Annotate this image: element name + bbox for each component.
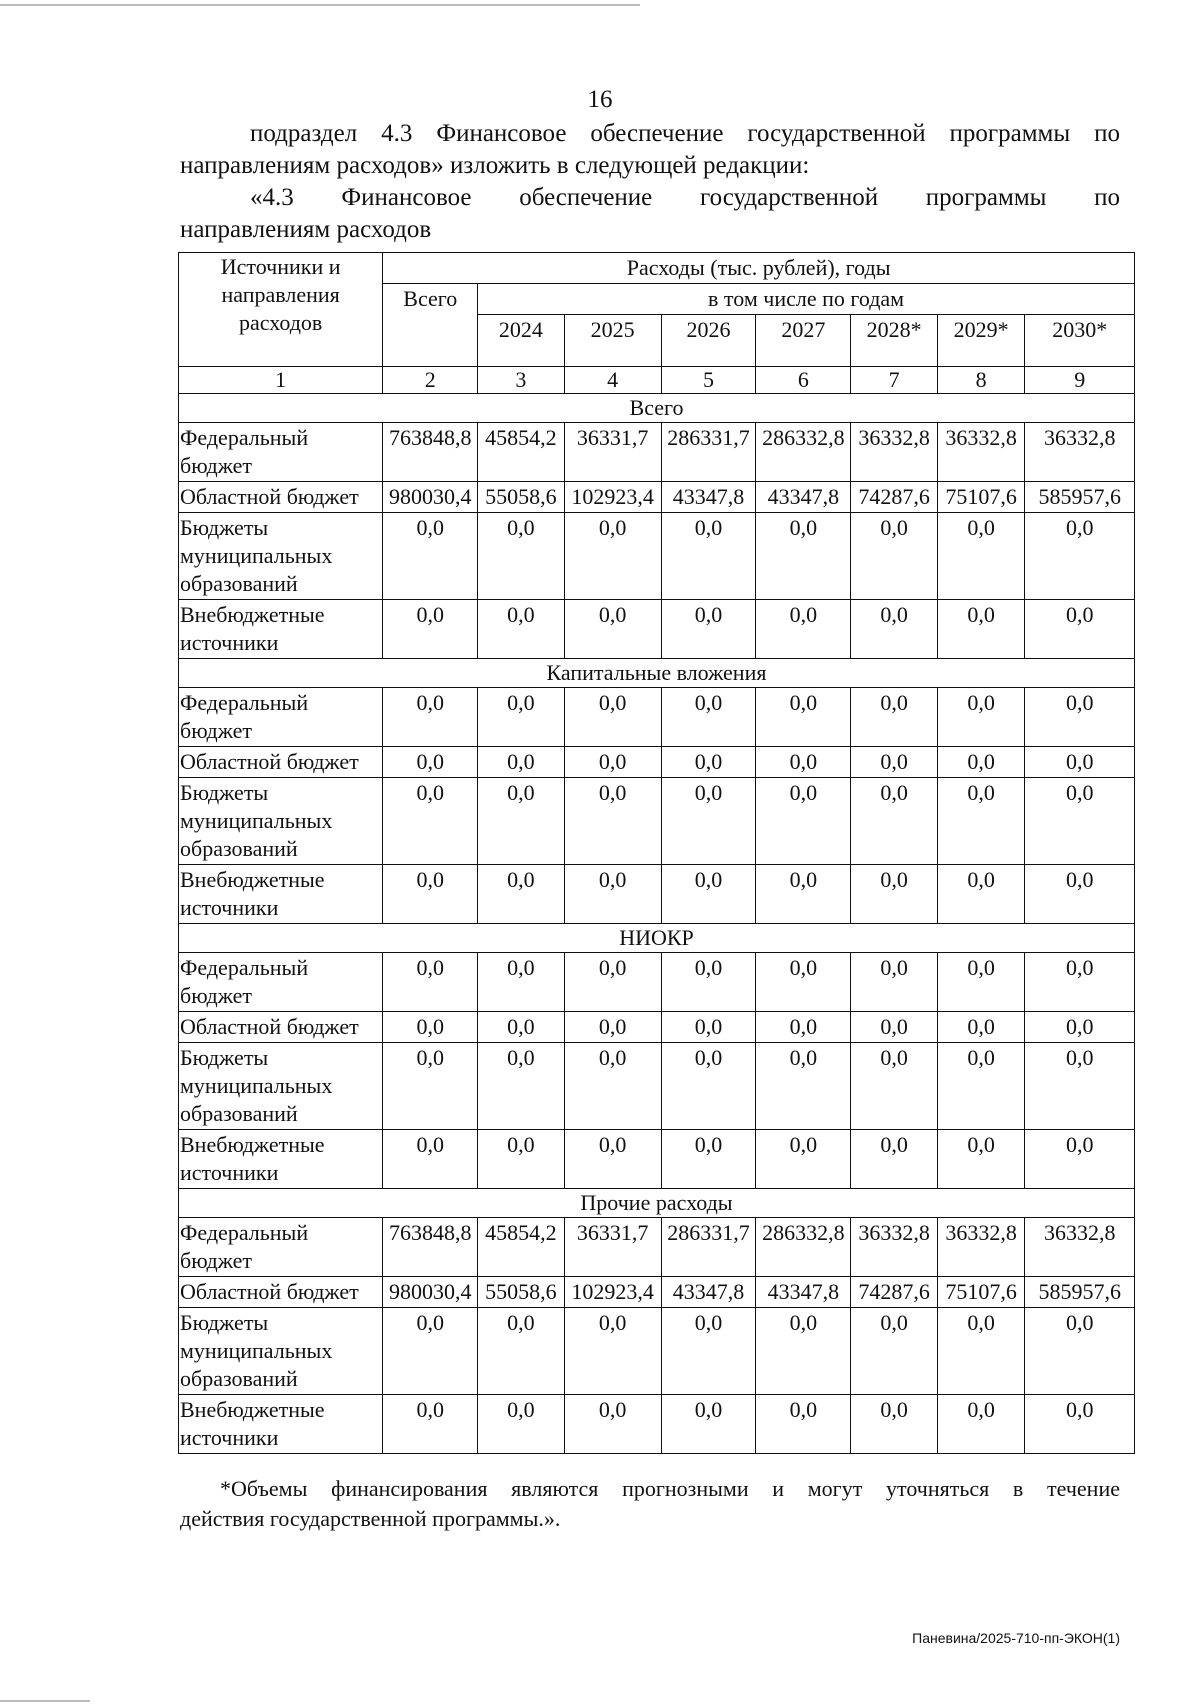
table-cell: 0,0 [564, 778, 661, 865]
scan-edge-line-top [0, 4, 640, 6]
table-cell: 0,0 [383, 513, 478, 600]
table-cell: 0,0 [383, 865, 478, 924]
table-row [179, 1395, 1135, 1454]
row-label: Областной бюджет [179, 1277, 383, 1308]
table-cell: 0,0 [661, 1043, 756, 1130]
table-cell: 0,0 [383, 953, 478, 1012]
table-cell: 0,0 [851, 1012, 938, 1043]
row-label: Внебюджетные источники [179, 1130, 383, 1189]
row-label: Бюджеты муниципальных образований [179, 1043, 383, 1130]
table-cell: 0,0 [564, 747, 661, 778]
footnote-line-2: действия государственной программы.». [180, 1506, 561, 1531]
table-cell: 0,0 [851, 778, 938, 865]
header-year: 2030* [1025, 315, 1135, 367]
table-cell: 43347,8 [756, 482, 851, 513]
table-row [179, 600, 1135, 659]
page-number: 16 [587, 86, 613, 113]
table-cell: 585957,6 [1025, 482, 1135, 513]
table-cell: 0,0 [661, 1308, 756, 1395]
section-heading-line-1: «4.3 Финансовое обеспечение государственной программы по [250, 184, 1120, 211]
header-expenses: Расходы (тыс. рублей), годы [383, 253, 1135, 284]
table-cell: 0,0 [564, 865, 661, 924]
table-cell: 0,0 [564, 688, 661, 747]
header-sources: Источники и направления расходов [179, 253, 383, 367]
table-cell: 0,0 [661, 1130, 756, 1189]
table-cell: 0,0 [661, 778, 756, 865]
table-cell: 0,0 [937, 600, 1025, 659]
table-cell: 0,0 [1025, 778, 1135, 865]
table-cell: 0,0 [564, 953, 661, 1012]
row-label: Областной бюджет [179, 1012, 383, 1043]
table-cell: 0,0 [756, 1043, 851, 1130]
row-label: Внебюджетные источники [179, 1395, 383, 1454]
table-header [179, 253, 1135, 394]
table-cell: 0,0 [851, 1395, 938, 1454]
table-cell: 0,0 [937, 953, 1025, 1012]
table-cell: 74287,6 [851, 1277, 938, 1308]
table-cell: 0,0 [564, 1130, 661, 1189]
table-cell: 0,0 [756, 688, 851, 747]
scan-edge-line-bottom [0, 1700, 90, 1702]
table-cell: 0,0 [756, 865, 851, 924]
table-cell: 0,0 [383, 1012, 478, 1043]
section-title: Всего [179, 394, 1135, 423]
table-cell: 286331,7 [661, 1218, 756, 1277]
table-cell: 0,0 [851, 865, 938, 924]
table-cell: 43347,8 [661, 1277, 756, 1308]
table-row [179, 778, 1135, 865]
table-cell: 0,0 [1025, 513, 1135, 600]
section-title: НИОКР [179, 924, 1135, 953]
table-cell: 286332,8 [756, 423, 851, 482]
table-cell: 102923,4 [564, 482, 661, 513]
table-cell: 0,0 [851, 688, 938, 747]
table-cell: 36332,8 [1025, 1218, 1135, 1277]
header-year: 2029* [937, 315, 1025, 367]
table-cell: 0,0 [661, 1395, 756, 1454]
footnote [180, 1474, 1120, 1534]
financing-table [178, 252, 1135, 1454]
table-cell: 0,0 [383, 1043, 478, 1130]
row-label: Федеральный бюджет [179, 1218, 383, 1277]
table-cell: 0,0 [756, 1308, 851, 1395]
table-cell: 585957,6 [1025, 1277, 1135, 1308]
section-row [179, 394, 1135, 423]
table-cell: 0,0 [383, 1308, 478, 1395]
section-row [179, 659, 1135, 688]
row-label: Бюджеты муниципальных образований [179, 778, 383, 865]
header-year: 2026 [661, 315, 756, 367]
column-number: 4 [564, 367, 661, 394]
table-cell: 0,0 [478, 1043, 565, 1130]
table-cell: 0,0 [1025, 688, 1135, 747]
section-heading-line-2: направлениям расходов [180, 216, 432, 243]
table-cell: 763848,8 [383, 1218, 478, 1277]
table-cell: 0,0 [383, 1130, 478, 1189]
table-cell: 0,0 [756, 1012, 851, 1043]
table-cell: 0,0 [937, 688, 1025, 747]
table-cell: 0,0 [478, 953, 565, 1012]
header-year: 2025 [564, 315, 661, 367]
table-cell: 36332,8 [851, 1218, 938, 1277]
table-row [179, 423, 1135, 482]
column-number: 7 [851, 367, 938, 394]
table-cell: 0,0 [1025, 865, 1135, 924]
table-cell: 0,0 [661, 747, 756, 778]
table-cell: 0,0 [661, 1012, 756, 1043]
header-year: 2028* [851, 315, 938, 367]
table-row [179, 953, 1135, 1012]
table-cell: 0,0 [564, 600, 661, 659]
table-cell: 0,0 [1025, 747, 1135, 778]
column-number: 9 [1025, 367, 1135, 394]
table-cell: 0,0 [564, 1043, 661, 1130]
table-cell: 0,0 [937, 1043, 1025, 1130]
table-cell: 102923,4 [564, 1277, 661, 1308]
table-row [179, 1218, 1135, 1277]
table-cell: 0,0 [478, 688, 565, 747]
table-cell: 0,0 [478, 1130, 565, 1189]
table-cell: 0,0 [937, 865, 1025, 924]
table-cell: 75107,6 [937, 482, 1025, 513]
table-cell: 0,0 [756, 747, 851, 778]
table-row [179, 482, 1135, 513]
table-cell: 0,0 [478, 865, 565, 924]
document-stamp: Паневина/2025-710-пп-ЭКОН(1) [912, 1630, 1120, 1646]
table-cell: 0,0 [1025, 1308, 1135, 1395]
column-number: 3 [478, 367, 565, 394]
table-cell: 0,0 [937, 1395, 1025, 1454]
table-cell: 0,0 [564, 513, 661, 600]
table-cell: 36331,7 [564, 423, 661, 482]
table-cell: 43347,8 [661, 482, 756, 513]
table-cell: 0,0 [851, 953, 938, 1012]
table-cell: 0,0 [1025, 1043, 1135, 1130]
table-body [179, 394, 1135, 1454]
table-cell: 74287,6 [851, 482, 938, 513]
section-row [179, 1189, 1135, 1218]
table-cell: 0,0 [937, 747, 1025, 778]
header-by-years: в том числе по годам [478, 284, 1135, 315]
row-label: Бюджеты муниципальных образований [179, 1308, 383, 1395]
intro-text [180, 118, 1120, 246]
table-cell: 0,0 [1025, 1395, 1135, 1454]
table-cell: 0,0 [478, 1308, 565, 1395]
table-row [179, 1277, 1135, 1308]
row-label: Федеральный бюджет [179, 688, 383, 747]
table-cell: 0,0 [661, 953, 756, 1012]
table-cell: 0,0 [851, 600, 938, 659]
table-cell: 0,0 [756, 1395, 851, 1454]
table-cell: 0,0 [756, 778, 851, 865]
table-cell: 286332,8 [756, 1218, 851, 1277]
table-cell: 0,0 [937, 1130, 1025, 1189]
table-cell: 0,0 [1025, 600, 1135, 659]
table-row [179, 1012, 1135, 1043]
row-label: Областной бюджет [179, 747, 383, 778]
table-row [179, 688, 1135, 747]
row-label: Федеральный бюджет [179, 953, 383, 1012]
table-cell: 36331,7 [564, 1218, 661, 1277]
column-number: 1 [179, 367, 383, 394]
table-cell: 0,0 [851, 1043, 938, 1130]
table-cell: 0,0 [564, 1308, 661, 1395]
column-number: 6 [756, 367, 851, 394]
footnote-line-1: *Объемы финансирования являются прогнозными и могут уточняться в течение [220, 1476, 1120, 1501]
table-cell: 0,0 [661, 600, 756, 659]
table-cell: 0,0 [756, 1130, 851, 1189]
table-cell: 36332,8 [937, 423, 1025, 482]
table-cell: 286331,7 [661, 423, 756, 482]
table-cell: 0,0 [383, 778, 478, 865]
table-cell: 0,0 [478, 778, 565, 865]
row-label: Внебюджетные источники [179, 600, 383, 659]
table-cell: 0,0 [478, 1395, 565, 1454]
row-label: Федеральный бюджет [179, 423, 383, 482]
table-cell: 45854,2 [478, 1218, 565, 1277]
table-cell: 0,0 [383, 688, 478, 747]
table-row [179, 865, 1135, 924]
table-cell: 0,0 [756, 953, 851, 1012]
table-cell: 0,0 [937, 513, 1025, 600]
table-cell: 0,0 [661, 865, 756, 924]
table-cell: 0,0 [1025, 953, 1135, 1012]
table-cell: 0,0 [851, 513, 938, 600]
table-cell: 0,0 [661, 513, 756, 600]
table-cell: 36332,8 [937, 1218, 1025, 1277]
table-cell: 0,0 [937, 1308, 1025, 1395]
column-number: 8 [937, 367, 1025, 394]
table-cell: 75107,6 [937, 1277, 1025, 1308]
row-label: Бюджеты муниципальных образований [179, 513, 383, 600]
table-cell: 0,0 [1025, 1012, 1135, 1043]
table-cell: 0,0 [383, 1395, 478, 1454]
table-cell: 0,0 [383, 747, 478, 778]
table-row [179, 1308, 1135, 1395]
section-row [179, 924, 1135, 953]
intro-line-2: направлениям расходов» изложить в следующей редакции: [180, 152, 810, 179]
table-row [179, 747, 1135, 778]
row-label: Внебюджетные источники [179, 865, 383, 924]
table-cell: 0,0 [851, 1308, 938, 1395]
column-number: 2 [383, 367, 478, 394]
table-cell: 0,0 [564, 1395, 661, 1454]
header-year: 2027 [756, 315, 851, 367]
table-cell: 0,0 [478, 1012, 565, 1043]
table-cell: 0,0 [937, 1012, 1025, 1043]
table-cell: 0,0 [937, 778, 1025, 865]
table-cell: 980030,4 [383, 1277, 478, 1308]
table-cell: 0,0 [851, 747, 938, 778]
intro-line-1: подраздел 4.3 Финансовое обеспечение государственной программы по [250, 120, 1120, 147]
section-title: Прочие расходы [179, 1189, 1135, 1218]
table-cell: 0,0 [1025, 1130, 1135, 1189]
table-cell: 43347,8 [756, 1277, 851, 1308]
table-cell: 0,0 [478, 600, 565, 659]
table-cell: 36332,8 [851, 423, 938, 482]
table-row [179, 513, 1135, 600]
table-cell: 55058,6 [478, 482, 565, 513]
table-cell: 45854,2 [478, 423, 565, 482]
table-cell: 55058,6 [478, 1277, 565, 1308]
table-row [179, 1043, 1135, 1130]
table-cell: 763848,8 [383, 423, 478, 482]
table-cell: 0,0 [564, 1012, 661, 1043]
table-row [179, 1130, 1135, 1189]
table-cell: 0,0 [478, 513, 565, 600]
table-cell: 0,0 [478, 747, 565, 778]
table-cell: 0,0 [661, 688, 756, 747]
header-year: 2024 [478, 315, 565, 367]
header-total: Всего [383, 284, 478, 367]
table-cell: 0,0 [756, 513, 851, 600]
row-label: Областной бюджет [179, 482, 383, 513]
table-cell: 36332,8 [1025, 423, 1135, 482]
table-cell: 0,0 [383, 600, 478, 659]
table-cell: 980030,4 [383, 482, 478, 513]
table-cell: 0,0 [851, 1130, 938, 1189]
section-title: Капитальные вложения [179, 659, 1135, 688]
table-cell: 0,0 [756, 600, 851, 659]
column-number: 5 [661, 367, 756, 394]
